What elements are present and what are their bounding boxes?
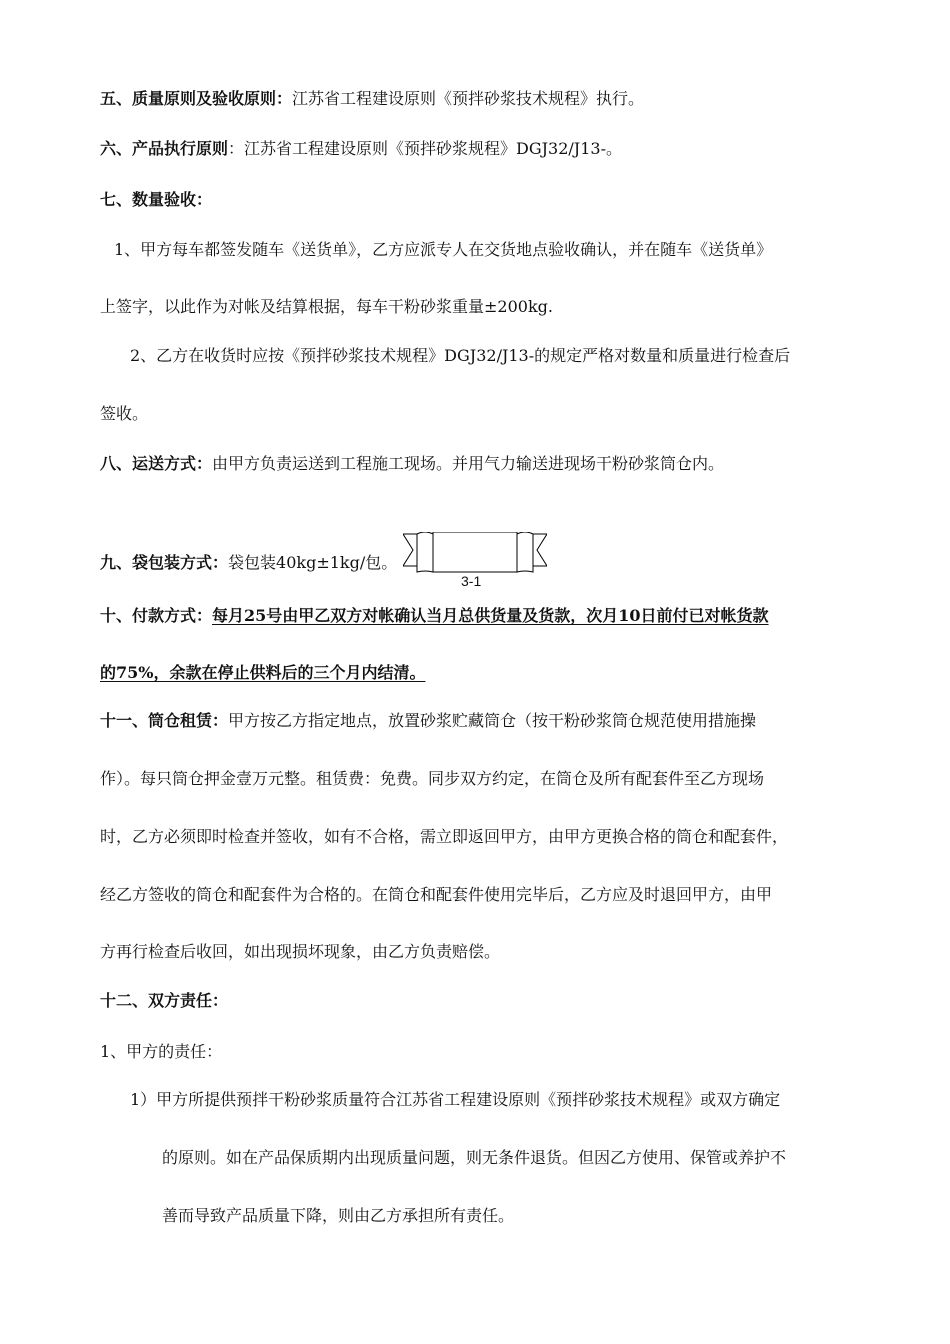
section-heading: 十一、筒仓租赁：: [100, 711, 229, 730]
paragraph-line: 上签字，以此作为对帐及结算根据，每车干粉砂浆重量±200kg.: [100, 297, 553, 316]
section-9: [100, 552, 397, 574]
section-8: [100, 453, 724, 475]
paragraph-line: 2、乙方在收货时应按《预拌砂浆技术规程》DGJ32/J13-的规定严格对数量和质量进行检查后: [130, 346, 791, 365]
section-7: [100, 189, 212, 211]
paragraph-line: 1、甲方的责任：: [100, 1042, 223, 1061]
section-heading: 六、产品执行原则: [100, 139, 229, 158]
section-heading: 八、运送方式：: [100, 454, 213, 473]
section-text: ：江苏省工程建设原则《预拌砂浆规程》DGJ32/J13-。: [228, 139, 622, 158]
section-6: [100, 138, 622, 160]
section-text: 江苏省工程建设原则《预拌砂浆技术规程》执行。: [292, 89, 645, 108]
section-12: [100, 990, 228, 1012]
paragraph-line: 签收。: [100, 404, 149, 423]
section-heading: 十、付款方式：: [100, 606, 213, 625]
section-10: [100, 605, 769, 627]
paragraph-line: 方再行检查后收回，如出现损坏现象，由乙方负责赔偿。: [100, 942, 501, 961]
paragraph-line: 时，乙方必须即时检查并签收，如有不合格，需立即返回甲方，由甲方更换合格的筒仓和配套件，: [100, 827, 789, 846]
section-heading: 五、质量原则及验收原则：: [100, 89, 293, 108]
section-heading: 九、袋包装方式：: [100, 553, 229, 572]
section-11: [100, 710, 756, 732]
paragraph-line: 的75%，余款在停止供料后的三个月内结清。: [100, 663, 426, 682]
paragraph-line: 经乙方签收的筒仓和配套件为合格的。在筒仓和配套件使用完毕后，乙方应及时退回甲方，由甲: [100, 885, 773, 904]
paragraph-line: 作）。每只筒仓押金壹万元整。租赁费：免费。同步双方约定，在筒仓及所有配套件至乙方现场: [100, 769, 765, 788]
paragraph-line: 善而导致产品质量下降，则由乙方承担所有责任。: [162, 1206, 515, 1225]
paragraph-line: 1、甲方每车都签发随车《送货单》，乙方应派专人在交货地点验收确认，并在随车《送货单》: [114, 240, 773, 259]
banner-label: 3-1: [458, 573, 484, 589]
section-text: 袋包装40kg±1kg/包。: [228, 553, 398, 572]
section-text: 甲方按乙方指定地点，放置砂浆贮藏筒仓（按干粉砂浆筒仓规范使用措施操: [228, 711, 757, 730]
paragraph-line: 的原则。如在产品保质期内出现质量问题，则无条件退货。但因乙方使用、保管或养护不: [162, 1148, 787, 1167]
list-item: 1）甲方所提供预拌干粉砂浆质量符合江苏省工程建设原则《预拌砂浆技术规程》或双方确定: [130, 1090, 781, 1109]
section-text: 每月25号由甲乙双方对帐确认当月总供货量及货款，次月10日前付已对帐货款: [212, 606, 769, 625]
section-text: 由甲方负责运送到工程施工现场。并用气力输送进现场干粉砂浆筒仓内。: [212, 454, 725, 473]
section-5: [100, 88, 644, 110]
section-heading: 十二、双方责任：: [100, 991, 229, 1010]
section-heading: 七、数量验收：: [100, 190, 213, 209]
